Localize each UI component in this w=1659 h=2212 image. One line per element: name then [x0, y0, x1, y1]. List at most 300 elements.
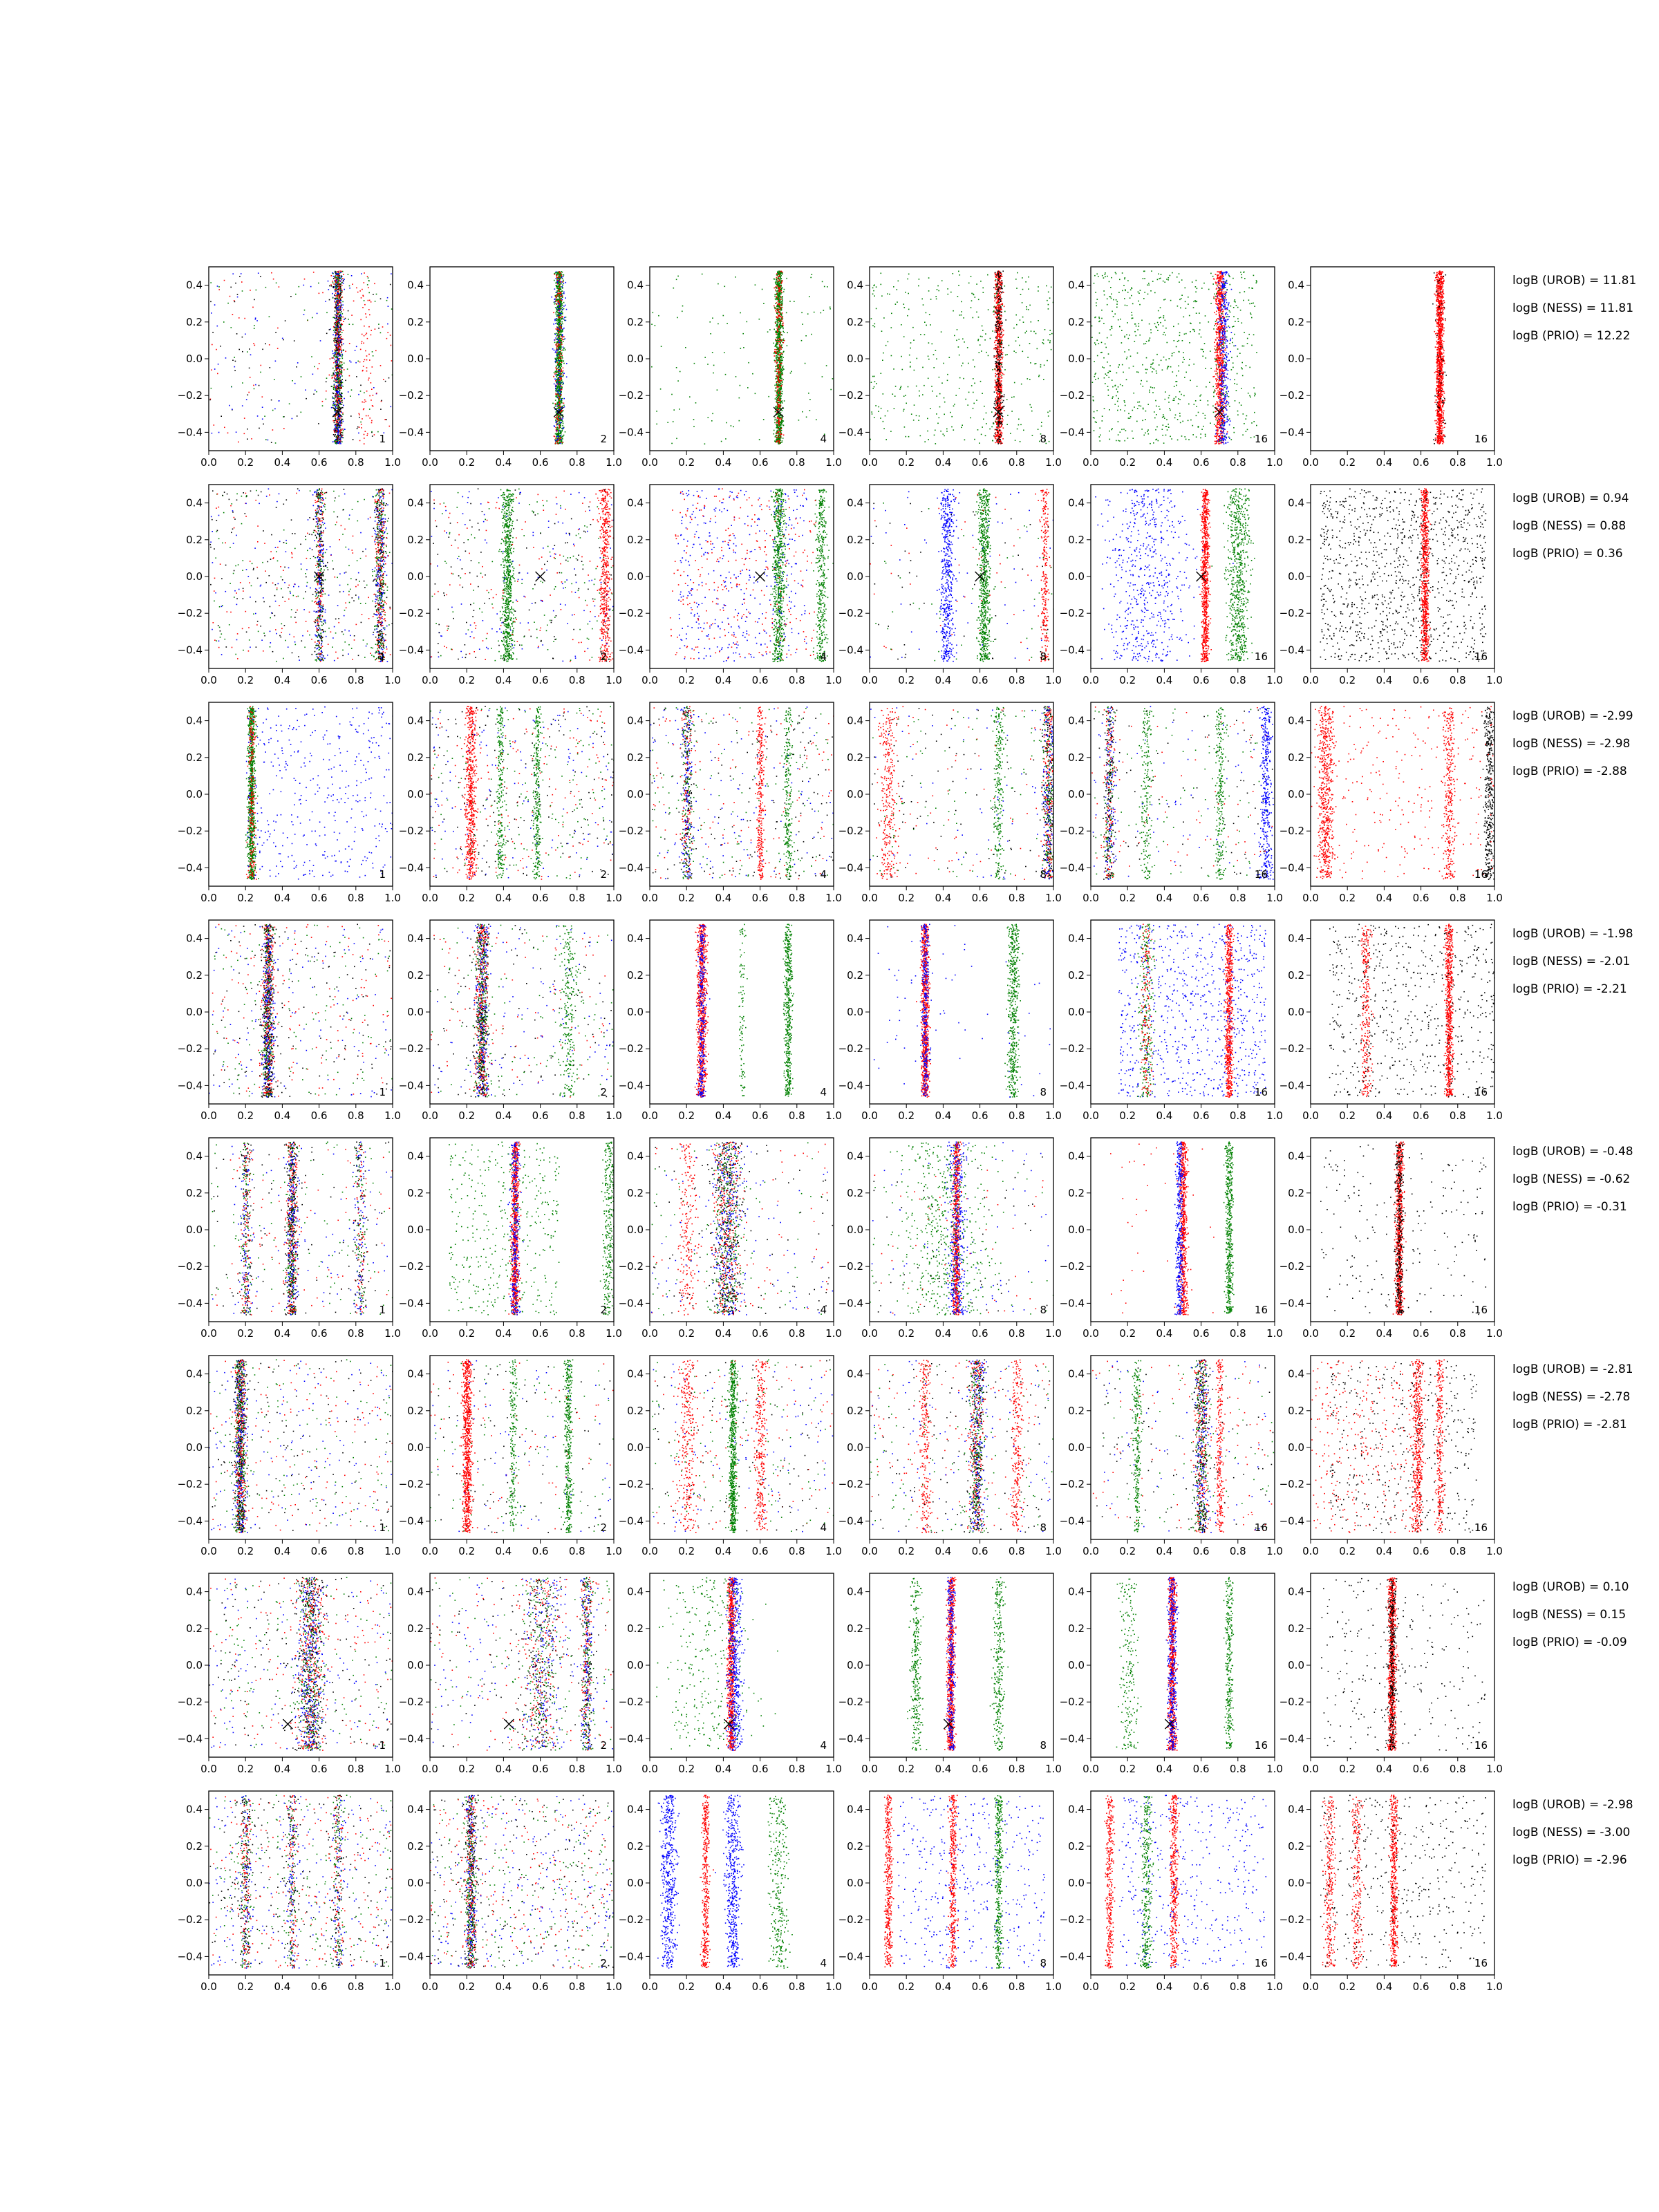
data-point — [740, 385, 741, 386]
data-point — [781, 301, 782, 303]
data-point — [337, 394, 338, 395]
data-point — [368, 415, 369, 417]
data-point — [359, 290, 361, 292]
data-point — [554, 384, 555, 385]
data-point — [336, 285, 337, 287]
data-point — [371, 335, 372, 336]
data-point — [366, 355, 368, 357]
data-point — [779, 355, 780, 356]
data-point — [561, 305, 562, 306]
data-point — [780, 434, 781, 435]
axes-frame — [650, 267, 834, 451]
data-point — [371, 382, 372, 384]
data-point — [259, 428, 260, 429]
data-point — [255, 317, 256, 319]
data-point — [724, 286, 726, 288]
data-point — [559, 310, 561, 311]
data-point — [214, 304, 216, 306]
data-point — [268, 440, 269, 441]
data-point — [775, 290, 776, 291]
data-point — [335, 424, 336, 425]
data-point — [303, 285, 305, 286]
data-point — [711, 420, 713, 422]
data-point — [775, 406, 776, 407]
data-point — [312, 317, 313, 319]
data-point — [334, 286, 335, 288]
data-point — [556, 369, 558, 371]
data-point — [356, 346, 357, 348]
data-point — [781, 353, 782, 355]
data-point — [369, 409, 371, 410]
data-point — [562, 406, 563, 407]
data-point — [362, 402, 363, 403]
data-point — [337, 368, 339, 369]
y-tick-label: −0.4 — [619, 426, 644, 438]
data-point — [561, 330, 562, 331]
data-point — [217, 326, 218, 327]
data-point — [830, 307, 831, 308]
data-point — [339, 297, 341, 299]
data-point — [360, 385, 362, 386]
data-point — [337, 442, 338, 443]
data-point — [562, 428, 563, 429]
data-point — [337, 284, 339, 285]
data-point — [391, 360, 393, 362]
data-point — [814, 312, 815, 313]
data-point — [561, 378, 562, 379]
data-point — [558, 329, 559, 330]
data-point — [778, 404, 780, 405]
data-point — [339, 281, 341, 282]
data-point — [776, 387, 777, 388]
data-point — [559, 438, 560, 440]
data-point — [558, 346, 559, 347]
data-point — [560, 420, 561, 422]
data-point — [357, 428, 358, 429]
data-point — [555, 380, 556, 382]
data-point — [363, 296, 364, 297]
data-point — [376, 294, 377, 295]
data-point — [212, 433, 213, 434]
data-point — [776, 442, 777, 443]
data-point — [303, 314, 305, 315]
data-point — [338, 372, 339, 373]
data-point — [285, 320, 286, 321]
data-point — [269, 344, 270, 346]
data-point — [373, 294, 374, 295]
data-point — [337, 292, 338, 294]
data-point — [556, 442, 557, 443]
data-point — [559, 362, 560, 364]
data-point — [335, 290, 336, 292]
data-point — [561, 342, 562, 344]
data-point — [781, 315, 782, 316]
data-point — [780, 332, 782, 334]
data-point — [778, 306, 779, 308]
data-point — [717, 389, 718, 391]
data-point — [560, 353, 561, 355]
data-point — [776, 421, 778, 422]
data-point — [782, 331, 784, 332]
data-point — [556, 436, 557, 438]
data-point — [349, 288, 350, 289]
data-point — [780, 425, 782, 427]
data-point — [337, 345, 338, 346]
data-point — [557, 381, 559, 382]
data-point — [237, 294, 238, 295]
data-point — [559, 332, 560, 334]
data-point — [332, 397, 334, 399]
data-point — [558, 370, 559, 371]
data-point — [335, 429, 336, 430]
data-point — [253, 343, 254, 344]
data-point — [559, 283, 560, 285]
data-point — [822, 376, 823, 377]
data-point — [339, 348, 340, 350]
data-point — [776, 371, 778, 373]
data-point — [255, 384, 256, 386]
data-point — [363, 361, 364, 362]
data-point — [338, 303, 339, 304]
data-point — [763, 419, 765, 420]
data-point — [338, 375, 339, 377]
data-point — [364, 438, 365, 439]
data-point — [561, 275, 562, 276]
data-point — [778, 298, 779, 299]
data-point — [778, 288, 780, 289]
data-point — [352, 283, 353, 285]
data-point — [341, 290, 343, 291]
data-point — [564, 406, 565, 408]
data-point — [782, 384, 783, 385]
data-point — [780, 313, 782, 315]
data-point — [651, 324, 653, 325]
data-point — [560, 388, 561, 390]
data-point — [779, 442, 780, 443]
data-point — [334, 299, 335, 300]
data-point — [782, 302, 783, 303]
data-point — [782, 367, 783, 368]
x-tick-label: 1.0 — [606, 456, 622, 469]
data-point — [340, 376, 341, 377]
data-point — [336, 348, 337, 350]
data-point — [561, 353, 563, 354]
scatter-panel — [178, 267, 401, 469]
data-point — [781, 310, 782, 311]
data-point — [779, 339, 780, 340]
data-point — [718, 283, 719, 285]
data-point — [338, 380, 339, 382]
data-point — [561, 419, 563, 420]
data-point — [351, 389, 353, 391]
data-point — [326, 382, 327, 383]
data-point — [778, 375, 780, 376]
data-point — [339, 322, 341, 324]
data-point — [340, 326, 341, 327]
data-point — [355, 362, 357, 364]
data-point — [553, 376, 554, 377]
data-point — [774, 296, 776, 297]
data-point — [554, 320, 556, 321]
data-point — [366, 415, 367, 417]
data-point — [334, 371, 335, 372]
data-point — [559, 307, 560, 308]
data-point — [783, 291, 785, 292]
data-point — [782, 373, 783, 374]
data-point — [557, 443, 559, 444]
data-point — [299, 286, 300, 288]
data-point — [562, 330, 563, 331]
y-tick-label: 0.4 — [186, 279, 203, 292]
data-point — [767, 331, 769, 332]
data-point — [258, 272, 259, 274]
data-point — [802, 411, 803, 413]
data-point — [348, 310, 349, 312]
data-point — [555, 323, 556, 324]
data-point — [693, 426, 695, 427]
data-point — [349, 324, 350, 325]
y-tick-label: 0.2 — [407, 316, 424, 328]
data-point — [780, 359, 782, 360]
data-point — [774, 362, 776, 363]
data-point — [338, 387, 339, 388]
data-point — [343, 405, 344, 406]
data-point — [344, 319, 345, 320]
data-point — [554, 403, 556, 404]
data-point — [339, 377, 341, 379]
data-point — [776, 293, 778, 294]
data-point — [343, 349, 344, 350]
data-point — [777, 399, 778, 400]
data-point — [563, 328, 564, 330]
data-point — [782, 327, 784, 328]
data-point — [339, 339, 341, 341]
data-point — [369, 395, 371, 397]
data-point — [340, 418, 341, 419]
data-point — [336, 352, 337, 353]
data-point — [779, 400, 780, 401]
data-point — [775, 332, 776, 333]
data-point — [350, 362, 352, 363]
data-point — [247, 429, 248, 430]
data-point — [713, 373, 714, 374]
data-point — [371, 422, 373, 424]
data-point — [339, 382, 341, 384]
data-point — [779, 341, 780, 343]
data-point — [776, 306, 778, 307]
data-point — [334, 429, 335, 431]
data-point — [559, 357, 560, 359]
data-point — [238, 442, 239, 443]
data-point — [364, 400, 366, 401]
data-point — [563, 398, 565, 400]
data-point — [778, 283, 780, 285]
data-point — [561, 271, 562, 272]
data-point — [778, 291, 780, 292]
data-point — [335, 344, 336, 346]
data-point — [341, 430, 342, 431]
data-point — [781, 283, 782, 284]
data-point — [671, 443, 673, 444]
x-tick-label: 0.8 — [569, 456, 585, 469]
data-point — [247, 395, 249, 396]
data-point — [343, 310, 344, 311]
data-point — [776, 273, 778, 274]
data-point — [782, 357, 784, 358]
data-point — [349, 343, 350, 344]
data-point — [561, 301, 563, 303]
data-point — [265, 439, 267, 440]
data-point — [561, 316, 563, 317]
data-point — [339, 283, 340, 284]
data-point — [340, 341, 341, 343]
data-point — [554, 319, 556, 320]
x-tick-label: 0.8 — [789, 456, 805, 469]
data-point — [333, 278, 335, 279]
data-point — [721, 441, 722, 442]
data-point — [562, 410, 563, 411]
data-point — [235, 361, 236, 362]
data-point — [779, 440, 780, 442]
data-point — [685, 347, 686, 348]
data-point — [341, 373, 342, 375]
data-point — [301, 412, 302, 413]
data-point — [782, 370, 784, 371]
data-point — [350, 415, 352, 417]
data-point — [371, 420, 373, 422]
data-point — [556, 292, 558, 293]
data-point — [555, 390, 556, 391]
data-point — [560, 367, 561, 368]
data-point — [310, 286, 312, 288]
data-point — [778, 371, 780, 373]
data-point — [361, 273, 362, 274]
data-point — [335, 390, 336, 391]
y-tick-label: 0.2 — [627, 316, 644, 328]
data-point — [373, 395, 374, 396]
data-point — [341, 385, 343, 386]
data-point — [367, 276, 368, 277]
data-point — [335, 359, 336, 360]
data-point — [559, 338, 560, 339]
data-point — [353, 439, 354, 440]
data-point — [561, 382, 562, 384]
data-point — [777, 281, 778, 282]
y-tick-label: 0.0 — [627, 353, 644, 365]
data-point — [561, 394, 562, 395]
data-point — [561, 402, 563, 404]
data-point — [780, 365, 782, 366]
data-point — [780, 368, 782, 370]
data-point — [778, 343, 779, 344]
data-point — [556, 388, 558, 390]
data-point — [337, 319, 338, 320]
data-point — [390, 335, 391, 336]
data-point — [558, 348, 559, 350]
x-tick-label: 0.4 — [715, 456, 731, 469]
data-point — [556, 416, 558, 418]
data-point — [364, 300, 365, 301]
data-point — [559, 397, 561, 398]
data-point — [559, 317, 560, 318]
data-point — [262, 349, 263, 350]
data-point — [556, 343, 558, 344]
data-point — [340, 366, 341, 368]
data-point — [780, 321, 781, 323]
data-point — [332, 281, 334, 282]
data-point — [556, 355, 558, 357]
data-point — [373, 355, 374, 357]
data-point — [776, 358, 777, 359]
data-point — [337, 297, 339, 298]
data-point — [776, 353, 778, 354]
data-point — [557, 438, 559, 439]
data-point — [334, 420, 335, 422]
data-point — [783, 340, 785, 341]
data-point — [556, 303, 558, 305]
data-point — [1002, 400, 1003, 401]
data-point — [554, 350, 555, 351]
data-point — [561, 350, 562, 351]
data-point — [774, 385, 776, 386]
data-point — [995, 373, 997, 375]
data-point — [364, 326, 365, 327]
data-point — [561, 281, 562, 283]
data-point — [342, 301, 344, 303]
data-point — [776, 284, 778, 285]
data-point — [322, 292, 324, 294]
data-point — [335, 282, 337, 283]
data-point — [777, 351, 778, 353]
data-point — [341, 307, 343, 308]
data-point — [779, 430, 780, 431]
data-point — [270, 367, 271, 368]
data-point — [328, 289, 330, 290]
data-point — [779, 418, 780, 420]
data-point — [338, 437, 339, 438]
data-point — [342, 313, 344, 315]
data-point — [778, 420, 780, 422]
data-point — [778, 326, 780, 327]
data-point — [344, 289, 345, 290]
data-point — [212, 332, 214, 333]
data-point — [338, 419, 339, 420]
x-tick-label: 1.0 — [384, 456, 401, 469]
data-point — [343, 274, 344, 275]
data-point — [340, 411, 341, 412]
data-point — [337, 330, 339, 331]
data-point — [780, 437, 782, 438]
data-point — [777, 330, 778, 331]
data-point — [272, 429, 274, 431]
data-point — [809, 296, 810, 297]
data-point — [781, 433, 782, 435]
data-point — [775, 391, 776, 392]
data-point — [774, 279, 775, 280]
data-point — [334, 317, 335, 319]
data-point — [335, 341, 336, 342]
data-point — [562, 376, 563, 377]
data-point — [778, 380, 780, 382]
data-point — [282, 338, 283, 339]
data-point — [776, 282, 778, 283]
data-point — [242, 382, 243, 384]
data-point — [559, 272, 561, 274]
scatter-points — [551, 271, 567, 444]
data-point — [776, 433, 778, 435]
data-point — [780, 400, 781, 401]
data-point — [780, 385, 781, 386]
